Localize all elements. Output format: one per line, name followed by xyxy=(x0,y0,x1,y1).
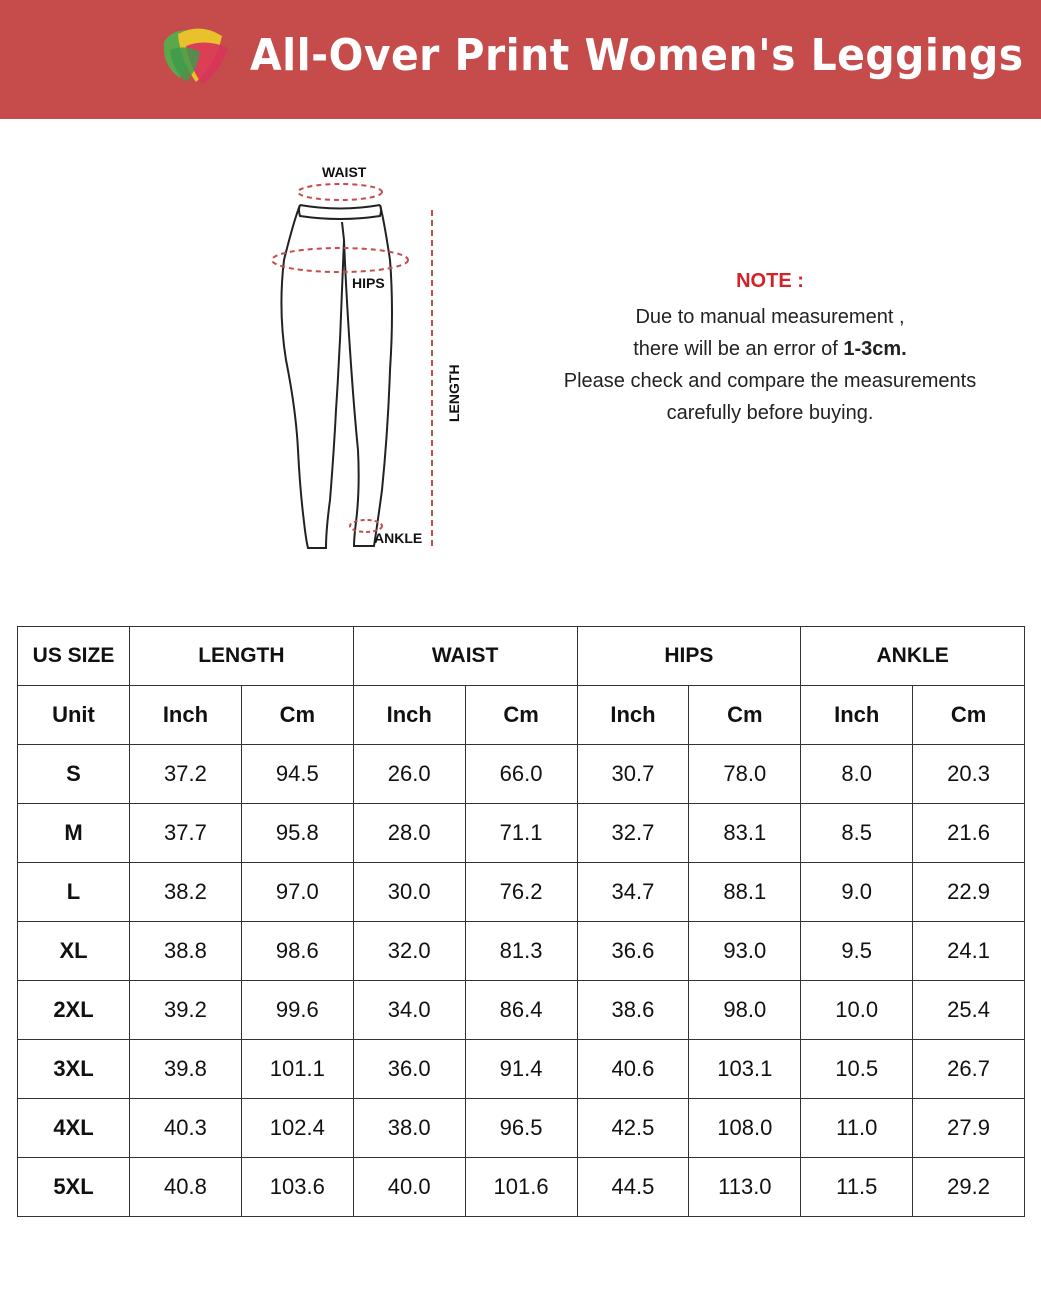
measurement-cell: 96.5 xyxy=(465,1099,577,1158)
measurement-cell: 25.4 xyxy=(913,981,1025,1040)
measurement-cell: 24.1 xyxy=(913,922,1025,981)
measurement-cell: 95.8 xyxy=(241,804,353,863)
measurement-cell: 40.6 xyxy=(577,1040,689,1099)
measurement-cell: 101.6 xyxy=(465,1158,577,1217)
unit-label: Unit xyxy=(18,686,130,745)
unit-header: Inch xyxy=(353,686,465,745)
table-row xyxy=(18,745,1025,804)
note-line-3: Please check and compare the measurements xyxy=(563,370,977,392)
measurement-cell: 98.6 xyxy=(241,922,353,981)
note-line-2-prefix: there will be an error of xyxy=(633,338,844,360)
measurement-cell: 20.3 xyxy=(913,745,1025,804)
measurement-cell: 42.5 xyxy=(577,1099,689,1158)
table-row xyxy=(18,863,1025,922)
measurement-cell: 38.6 xyxy=(577,981,689,1040)
colorful-shield-logo-icon xyxy=(156,20,236,90)
size-cell: 4XL xyxy=(18,1099,130,1158)
measurement-cell: 9.5 xyxy=(801,922,913,981)
measurement-cell: 36.0 xyxy=(353,1040,465,1099)
size-cell: 5XL xyxy=(18,1158,130,1217)
waist-guide xyxy=(298,184,382,200)
measurement-cell: 44.5 xyxy=(577,1158,689,1217)
measurement-cell: 32.0 xyxy=(353,922,465,981)
size-cell: S xyxy=(18,745,130,804)
measurement-cell: 71.1 xyxy=(465,804,577,863)
size-cell: XL xyxy=(18,922,130,981)
measurement-cell: 11.5 xyxy=(801,1158,913,1217)
measurement-cell: 91.4 xyxy=(465,1040,577,1099)
measurement-cell: 102.4 xyxy=(241,1099,353,1158)
group-hips-header: HIPS xyxy=(577,627,801,686)
note-error-range: 1-3cm. xyxy=(843,338,907,360)
measurement-cell: 40.8 xyxy=(130,1158,242,1217)
label-length: LENGTH xyxy=(446,364,462,422)
measurement-cell: 86.4 xyxy=(465,981,577,1040)
measurement-cell: 32.7 xyxy=(577,804,689,863)
measurement-cell: 8.0 xyxy=(801,745,913,804)
size-cell: L xyxy=(18,863,130,922)
measurement-cell: 22.9 xyxy=(913,863,1025,922)
table-row xyxy=(18,1158,1025,1217)
measurement-cell: 101.1 xyxy=(241,1040,353,1099)
unit-header: Inch xyxy=(577,686,689,745)
measurement-cell: 36.6 xyxy=(577,922,689,981)
size-cell: 2XL xyxy=(18,981,130,1040)
size-chart-table xyxy=(17,626,1025,1217)
measurement-cell: 76.2 xyxy=(465,863,577,922)
measurement-cell: 26.7 xyxy=(913,1040,1025,1099)
group-waist-header: WAIST xyxy=(353,627,577,686)
measurement-cell: 103.1 xyxy=(689,1040,801,1099)
measurement-cell: 38.2 xyxy=(130,863,242,922)
measurement-cell: 34.0 xyxy=(353,981,465,1040)
measurement-cell: 29.2 xyxy=(913,1158,1025,1217)
page-title: All-Over Print Women's Leggings xyxy=(250,30,1024,81)
measurement-cell: 97.0 xyxy=(241,863,353,922)
note-block xyxy=(520,270,1020,429)
unit-header: Cm xyxy=(465,686,577,745)
table-row xyxy=(18,1040,1025,1099)
table-row xyxy=(18,1099,1025,1158)
measurement-cell: 81.3 xyxy=(465,922,577,981)
hips-guide xyxy=(272,248,408,272)
label-ankle: ANKLE xyxy=(374,530,423,546)
measurement-cell: 10.0 xyxy=(801,981,913,1040)
measurement-cell: 40.0 xyxy=(353,1158,465,1217)
measurement-cell: 78.0 xyxy=(689,745,801,804)
group-ankle-header: ANKLE xyxy=(801,627,1025,686)
table-row xyxy=(18,922,1025,981)
measurement-cell: 93.0 xyxy=(689,922,801,981)
measurement-cell: 11.0 xyxy=(801,1099,913,1158)
note-title: NOTE : xyxy=(736,270,804,292)
unit-header: Cm xyxy=(913,686,1025,745)
table-row xyxy=(18,804,1025,863)
unit-header: Inch xyxy=(801,686,913,745)
measurement-cell: 9.0 xyxy=(801,863,913,922)
note-line-2 xyxy=(520,333,1020,365)
measurement-cell: 103.6 xyxy=(241,1158,353,1217)
measurement-cell: 40.3 xyxy=(130,1099,242,1158)
measurement-cell: 28.0 xyxy=(353,804,465,863)
measurement-cell: 37.7 xyxy=(130,804,242,863)
measurement-cell: 98.0 xyxy=(689,981,801,1040)
unit-header-row xyxy=(18,686,1025,745)
unit-header: Cm xyxy=(689,686,801,745)
measurement-cell: 83.1 xyxy=(689,804,801,863)
measurement-cell: 30.7 xyxy=(577,745,689,804)
measurement-cell: 8.5 xyxy=(801,804,913,863)
label-hips: HIPS xyxy=(352,275,385,291)
label-waist: WAIST xyxy=(322,164,367,180)
measurement-cell: 99.6 xyxy=(241,981,353,1040)
unit-header: Cm xyxy=(241,686,353,745)
measurement-cell: 113.0 xyxy=(689,1158,801,1217)
measurement-cell: 66.0 xyxy=(465,745,577,804)
us-size-header: US SIZE xyxy=(18,627,130,686)
table-row xyxy=(18,981,1025,1040)
measurement-cell: 37.2 xyxy=(130,745,242,804)
unit-header: Inch xyxy=(130,686,242,745)
measurement-cell: 38.0 xyxy=(353,1099,465,1158)
measurement-cell: 27.9 xyxy=(913,1099,1025,1158)
measurement-cell: 108.0 xyxy=(689,1099,801,1158)
note-line-1: Due to manual measurement , xyxy=(635,306,905,328)
measurement-cell: 26.0 xyxy=(353,745,465,804)
measurement-cell: 94.5 xyxy=(241,745,353,804)
measurement-cell: 34.7 xyxy=(577,863,689,922)
measurement-cell: 21.6 xyxy=(913,804,1025,863)
group-header-row xyxy=(18,627,1025,686)
measurement-cell: 38.8 xyxy=(130,922,242,981)
measurement-cell: 88.1 xyxy=(689,863,801,922)
note-line-4: carefully before buying. xyxy=(666,402,874,424)
size-cell: 3XL xyxy=(18,1040,130,1099)
leggings-outline-icon xyxy=(281,205,392,548)
size-cell: M xyxy=(18,804,130,863)
leggings-measurement-diagram xyxy=(260,150,480,570)
measurement-cell: 30.0 xyxy=(353,863,465,922)
measurement-cell: 10.5 xyxy=(801,1040,913,1099)
measurement-cell: 39.2 xyxy=(130,981,242,1040)
header-banner xyxy=(0,0,1041,119)
group-length-header: LENGTH xyxy=(130,627,354,686)
measurement-cell: 39.8 xyxy=(130,1040,242,1099)
